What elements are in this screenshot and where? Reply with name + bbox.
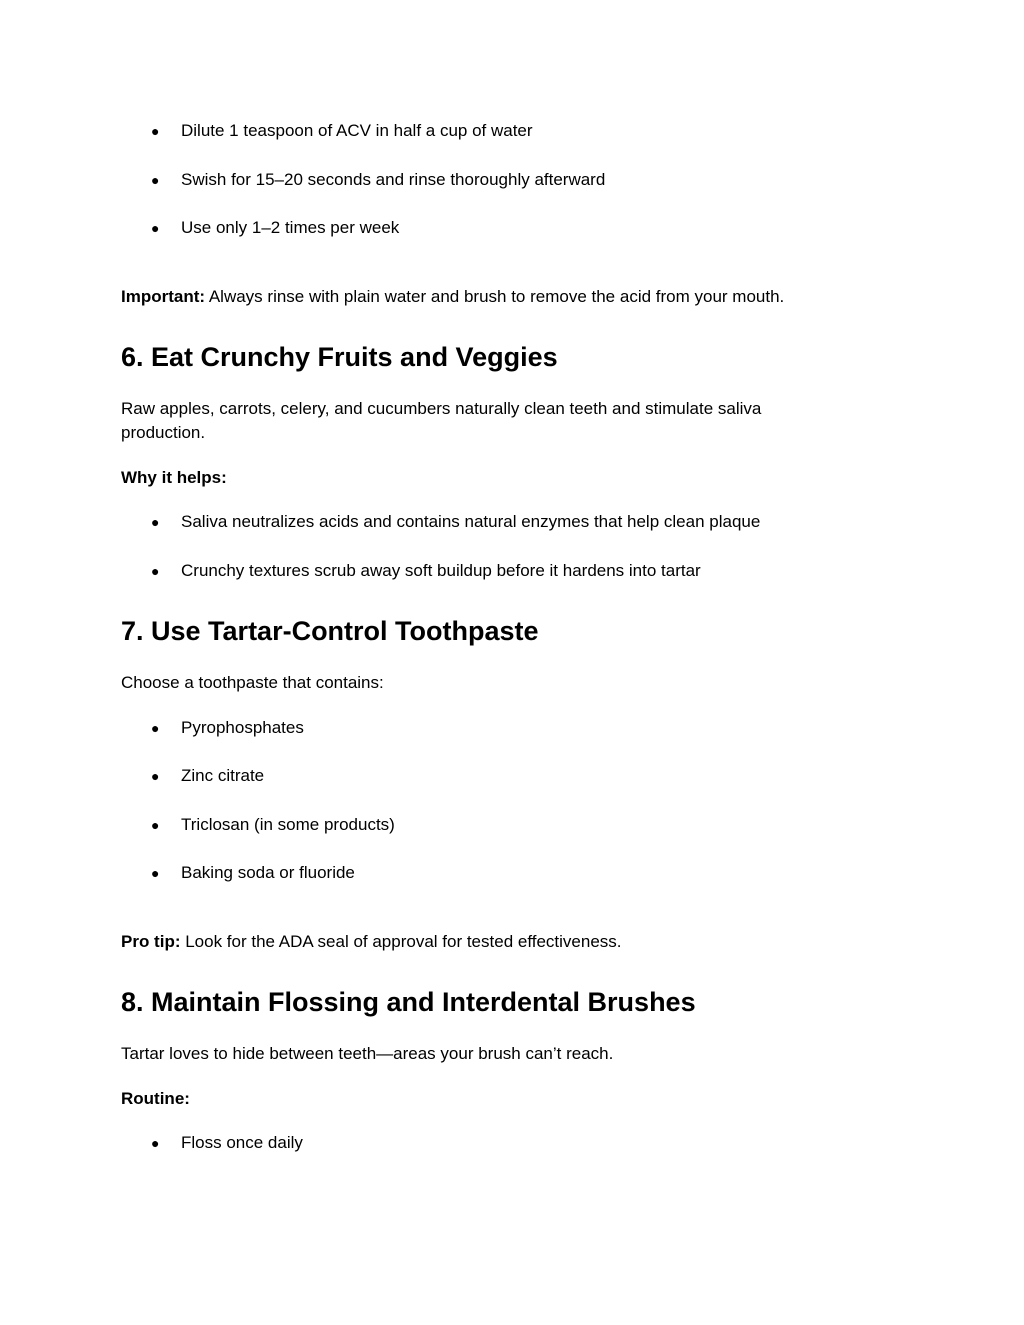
bullet-icon: ● <box>151 865 160 881</box>
bullet-icon: ● <box>151 768 160 784</box>
pro-tip <box>121 930 622 954</box>
list-item-text: Swish for 15–20 seconds and rinse thoroughly afterward <box>181 170 606 189</box>
list-item <box>0 764 1024 788</box>
section-6-heading: 6. Eat Crunchy Fruits and Veggies <box>121 342 558 372</box>
section-8-paragraph: Tartar loves to hide between teeth—areas your brush can’t reach. <box>121 1044 614 1063</box>
section-7-paragraph: Choose a toothpaste that contains: <box>121 673 384 692</box>
section-6-paragraph: Raw apples, carrots, celery, and cucumbers naturally clean teeth and stimulate saliva production. <box>121 399 762 442</box>
section-7-heading: 7. Use Tartar-Control Toothpaste <box>121 616 539 646</box>
list-item-text: Baking soda or fluoride <box>181 863 355 882</box>
list-item-text: Saliva neutralizes acids and contains natural enzymes that help clean plaque <box>181 512 761 531</box>
list-item-text: Dilute 1 teaspoon of ACV in half a cup of water <box>181 121 533 140</box>
bullet-icon: ● <box>151 817 160 833</box>
section-8-subheading: Routine: <box>121 1089 190 1108</box>
list-item <box>0 168 1024 192</box>
list-item <box>0 1131 1024 1155</box>
list-item <box>0 510 1024 534</box>
list-item <box>0 813 1024 837</box>
bullet-icon: ● <box>151 514 160 530</box>
list-item-text: Triclosan (in some products) <box>181 815 395 834</box>
bullet-icon: ● <box>151 172 160 188</box>
section-6-subheading: Why it helps: <box>121 468 227 487</box>
pro-tip-text: Look for the ADA seal of approval for tested effectiveness. <box>180 932 622 951</box>
important-label: Important: <box>121 287 206 306</box>
list-item <box>0 861 1024 885</box>
list-item-text: Use only 1–2 times per week <box>181 218 400 237</box>
list-item-text: Crunchy textures scrub away soft buildup before it hardens into tartar <box>181 561 701 580</box>
section-8-heading: 8. Maintain Flossing and Interdental Brushes <box>121 987 696 1017</box>
list-item-text: Zinc citrate <box>181 766 265 785</box>
bullet-icon: ● <box>151 1135 160 1151</box>
bullet-icon: ● <box>151 220 160 236</box>
list-item-text: Floss once daily <box>181 1133 303 1152</box>
important-text: Always rinse with plain water and brush to remove the acid from your mouth. <box>205 287 785 306</box>
list-item <box>0 119 1024 143</box>
pro-tip-label: Pro tip: <box>121 932 181 951</box>
list-item <box>0 716 1024 740</box>
list-item <box>0 559 1024 583</box>
list-item-text: Pyrophosphates <box>181 718 304 737</box>
list-item <box>0 216 1024 240</box>
important-note <box>121 285 784 309</box>
bullet-icon: ● <box>151 123 160 139</box>
bullet-icon: ● <box>151 563 160 579</box>
bullet-icon: ● <box>151 720 160 736</box>
